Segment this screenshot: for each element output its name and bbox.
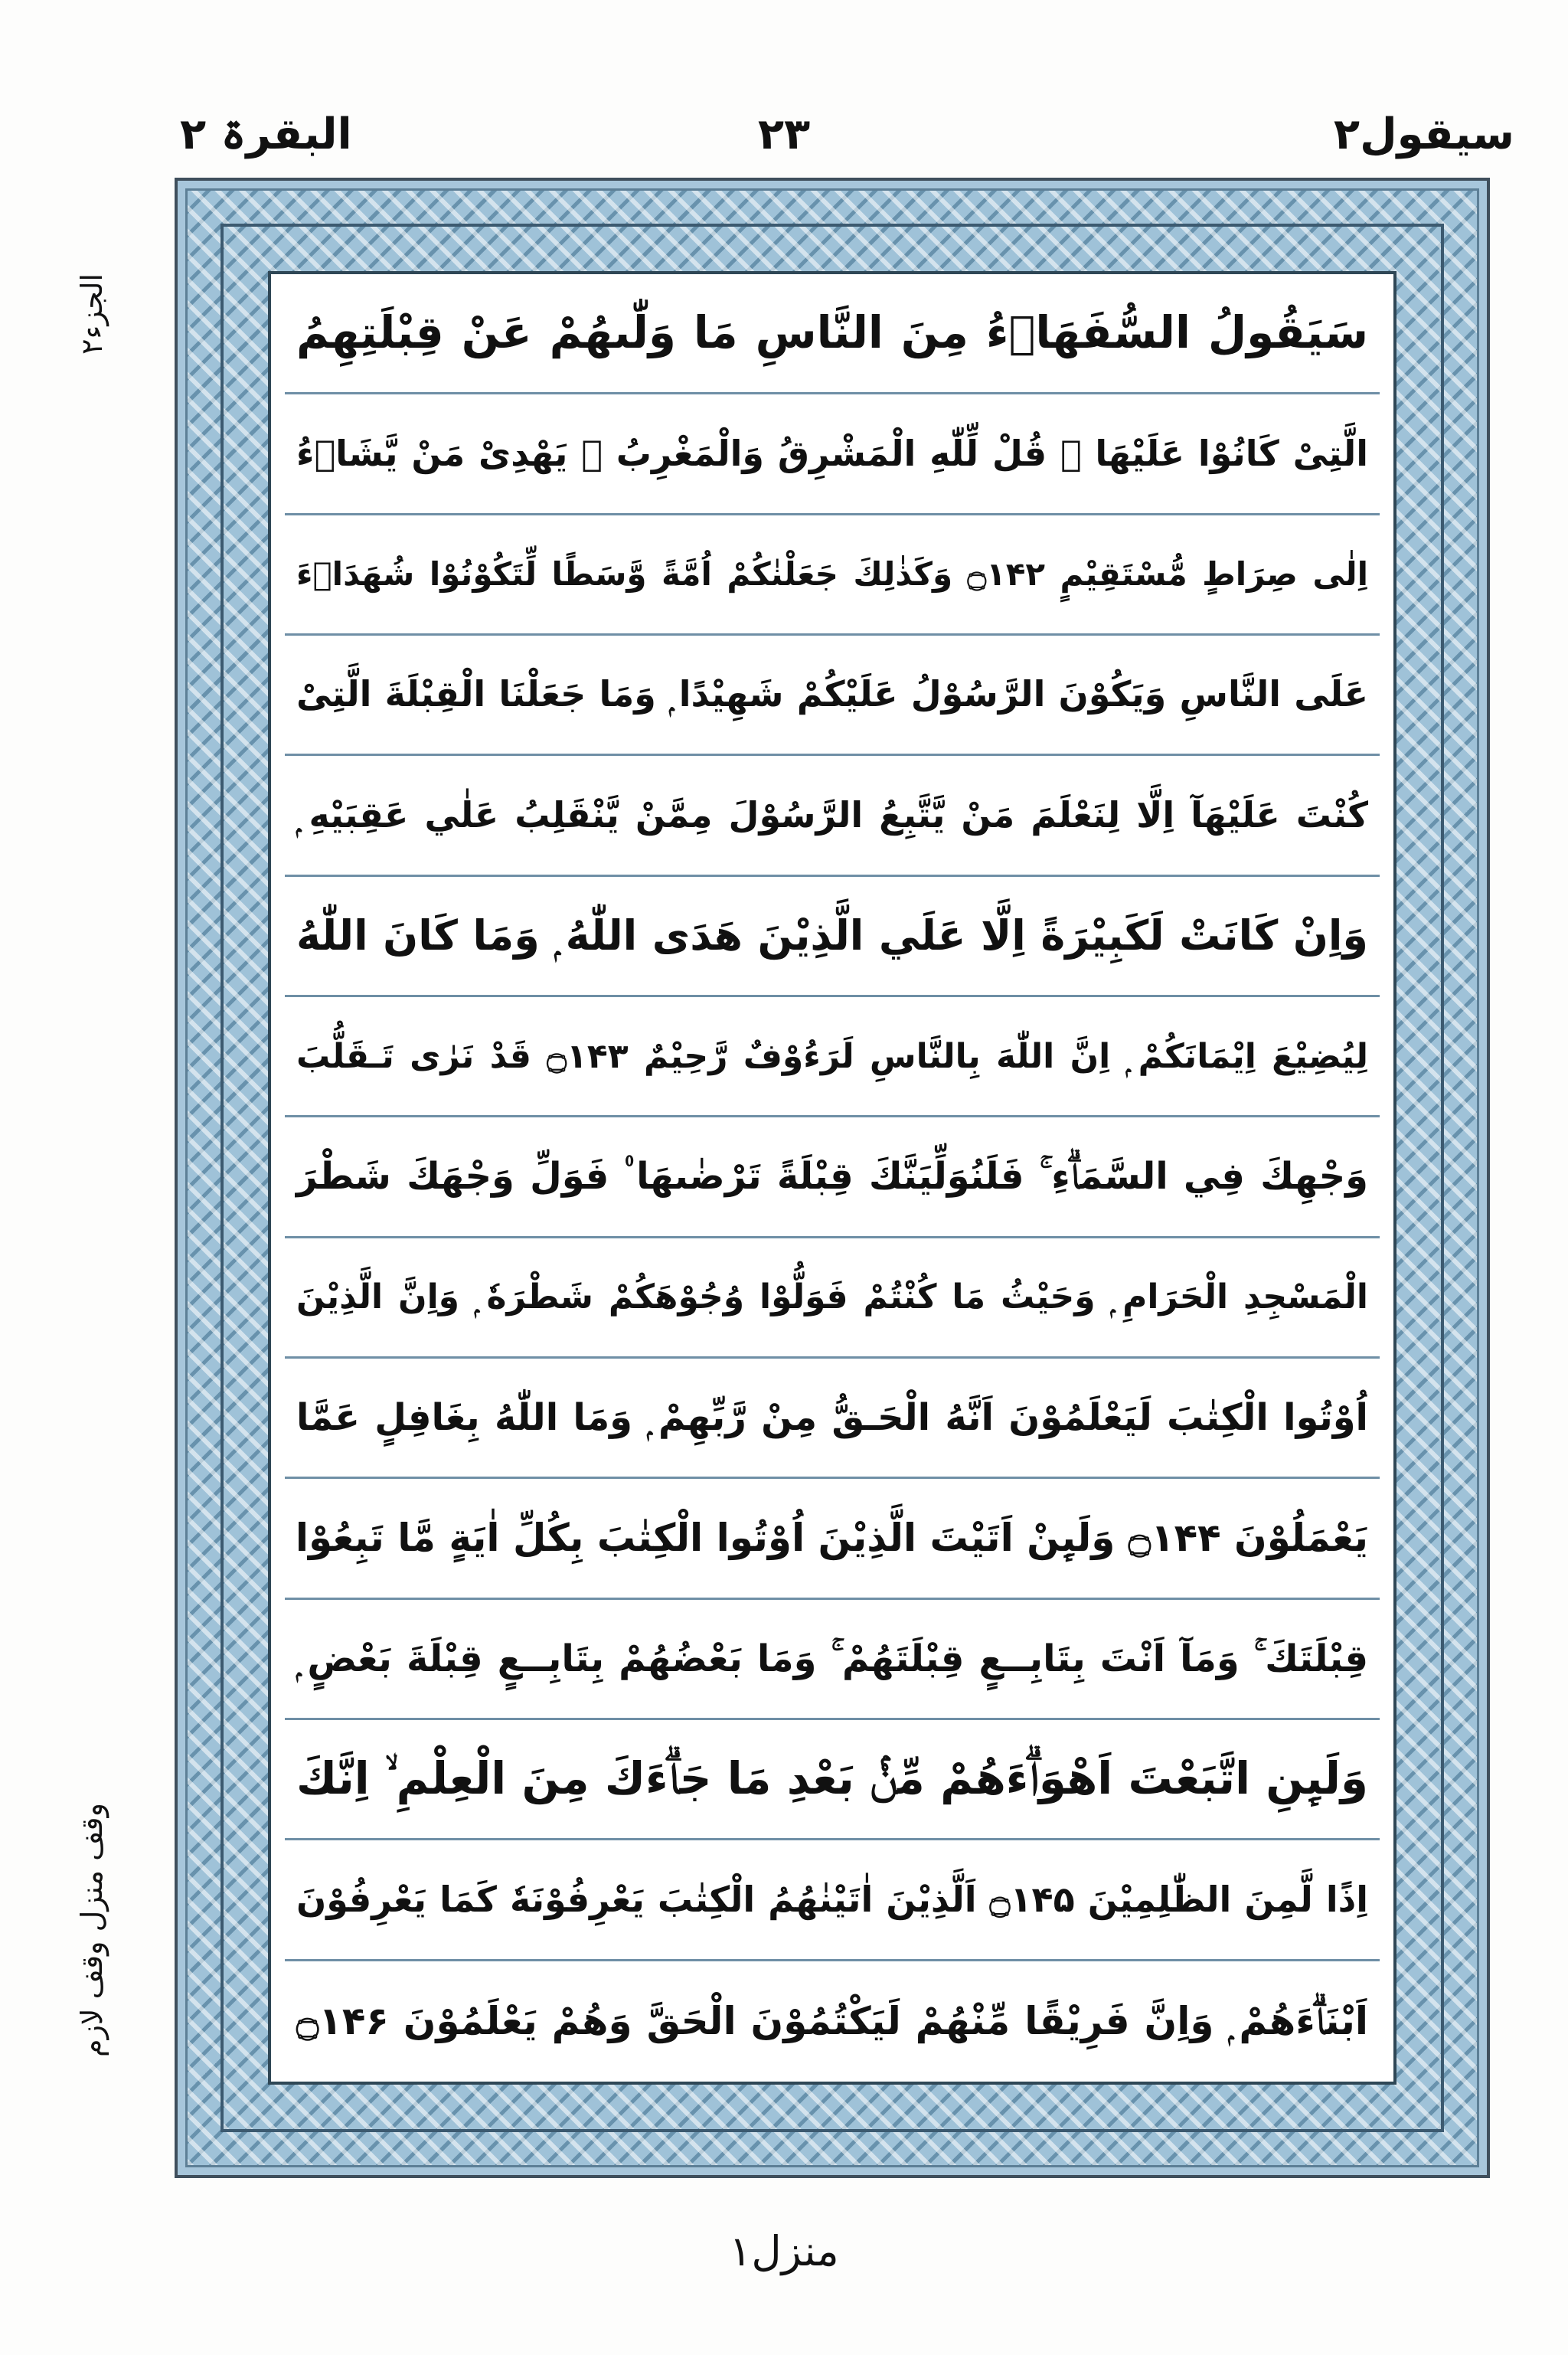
verse-line bbox=[285, 756, 1380, 876]
verse-line-text: اِلٰى صِرَاطٍ مُّسْتَقِيْمٍ ۝۱۴۲ وَكَذٰلِكَ جَعَلْنٰكُمْ اُمَّةً وَّسَطًا لِّتَكُوْنُوْا شُهَدَاۗءَ bbox=[296, 554, 1368, 593]
verse-line bbox=[285, 1840, 1380, 1961]
verse-line bbox=[285, 1359, 1380, 1479]
verse-line-text: اِذًا لَّمِنَ الظّٰلِمِيْنَ ۝۱۴۵ اَلَّذِيْنَ اٰتَيْنٰھُمُ الْكِتٰبَ يَعْرِفُوْنَهٗ كَمَا يَعْرِفُوْنَ bbox=[296, 1878, 1368, 1920]
waqf-note: وقف منزل وقف لازم bbox=[75, 1803, 109, 2057]
para-name: سیقول۲ bbox=[1333, 110, 1514, 159]
verse-line-text: الَّتِىْ كَانُوْا عَلَيْهَا ۭ قُلْ لِّلّٰهِ الْمَشْرِقُ وَالْمَغْرِبُ ۭ يَهْدِىْ مَنْ يَّشَاۗءُ bbox=[296, 432, 1368, 474]
text-panel bbox=[268, 271, 1396, 2085]
verse-line bbox=[285, 877, 1380, 997]
verse-line-text: اَبْنَاۗءَھُمْ ۭ وَاِنَّ فَرِيْقًا مِّنْهُمْ لَيَكْتُمُوْنَ الْحَقَّ وَھُمْ يَعْلَمُوْنَ ۝۱۴۶ bbox=[296, 1998, 1368, 2043]
verse-line-text: قِبْلَتَكَ ۚ وَمَآ اَنْتَ بِتَابِــعٍ قِبْلَتَهُمْ ۚ وَمَا بَعْضُهُمْ بِتَابِــعٍ قِبْلَةَ بَعْضٍ ۭ bbox=[296, 1637, 1368, 1680]
verse-line bbox=[285, 515, 1380, 636]
page-number: ۲۳ bbox=[757, 110, 811, 159]
verse-line-text: وَاِنْ كَانَتْ لَكَبِيْرَةً اِلَّا عَلَي الَّذِيْنَ ھَدَى اللّٰهُ ۭ وَمَا كَانَ اللّٰهُ bbox=[296, 911, 1368, 960]
verse-line bbox=[285, 394, 1380, 515]
verse-line bbox=[285, 1600, 1380, 1720]
verse-line-text: وَجْهِكَ فِي السَّمَاۗءِ ۚ فَلَنُوَلِّيَنَّكَ قِبْلَةً تَرْضٰىھَا ۠ فَوَلِّ وَجْهَكَ شَطْرَ bbox=[296, 1155, 1368, 1199]
verse-line bbox=[285, 1720, 1380, 1840]
verse-line bbox=[285, 1117, 1380, 1238]
surah-name: البقرۃ ۲ bbox=[180, 110, 352, 159]
verse-line bbox=[285, 1961, 1380, 2082]
verse-line-text: يَعْمَلُوْنَ ۝۱۴۴ وَلَىِٕنْ اَتَيْتَ الَّذِيْنَ اُوْتُوا الْكِتٰبَ بِكُلِّ اٰيَةٍ مَّا تَبِعُوْا bbox=[295, 1515, 1368, 1560]
verse-line-text: سَيَقُولُ السُّفَهَاۗءُ مِنَ النَّاسِ مَا وَلّٰىهُمْ عَنْ قِبْلَتِهِمُ bbox=[296, 306, 1368, 359]
verse-line-text: كُنْتَ عَلَيْهَآ اِلَّا لِنَعْلَمَ مَنْ يَّتَّبِعُ الرَّسُوْلَ مِمَّنْ يَّنْقَلِبُ عَلٰي عَقِبَيْهِ ۭ bbox=[296, 793, 1368, 836]
verse-line bbox=[285, 636, 1380, 756]
verse-line-text: اُوْتُوا الْكِتٰبَ لَيَعْلَمُوْنَ اَنَّهُ الْحَـقُّ مِنْ رَّبِّهِمْ ۭ وَمَا اللّٰهُ بِغَافِلٍ عَمَّا bbox=[296, 1395, 1368, 1439]
verse-line bbox=[285, 274, 1380, 394]
manzil-label: منزل۱ bbox=[729, 2227, 839, 2275]
verse-line bbox=[285, 1238, 1380, 1359]
page-border bbox=[175, 178, 1490, 2178]
verse-line-text: وَلَىِٕنِ اتَّبَعْتَ اَھْوَاۗءَھُمْ مِّنْۢ بَعْدِ مَا جَاۗءَكَ مِنَ الْعِلْمِ ۙ اِنَّكَ bbox=[296, 1752, 1368, 1805]
verse-line bbox=[285, 1479, 1380, 1599]
verse-line-text: الْمَسْجِدِ الْحَرَامِ ۭ وَحَيْثُ مَا كُنْتُمْ فَوَلُّوْا وُجُوْھَكُمْ شَطْرَهٗ ۭ وَاِنَّ الَّذِيْنَ bbox=[296, 1277, 1368, 1317]
verse-line-text: لِيُضِيْعَ اِيْمَانَكُمْ ۭ اِنَّ اللّٰهَ بِالنَّاسِ لَرَءُوْفٌ رَّحِيْمٌ ۝۱۴۳ قَدْ نَرٰى تَـقَلُّبَ bbox=[296, 1036, 1369, 1076]
verse-line bbox=[285, 997, 1380, 1117]
verse-line-text: عَلَى النَّاسِ وَيَكُوْنَ الرَّسُوْلُ عَلَيْكُمْ شَهِيْدًا ۭ وَمَا جَعَلْنَا الْقِبْلَةَ الَّتِىْ bbox=[296, 673, 1368, 715]
juz-label: الجزء۲ bbox=[75, 273, 109, 355]
verse-lines bbox=[271, 274, 1393, 2082]
